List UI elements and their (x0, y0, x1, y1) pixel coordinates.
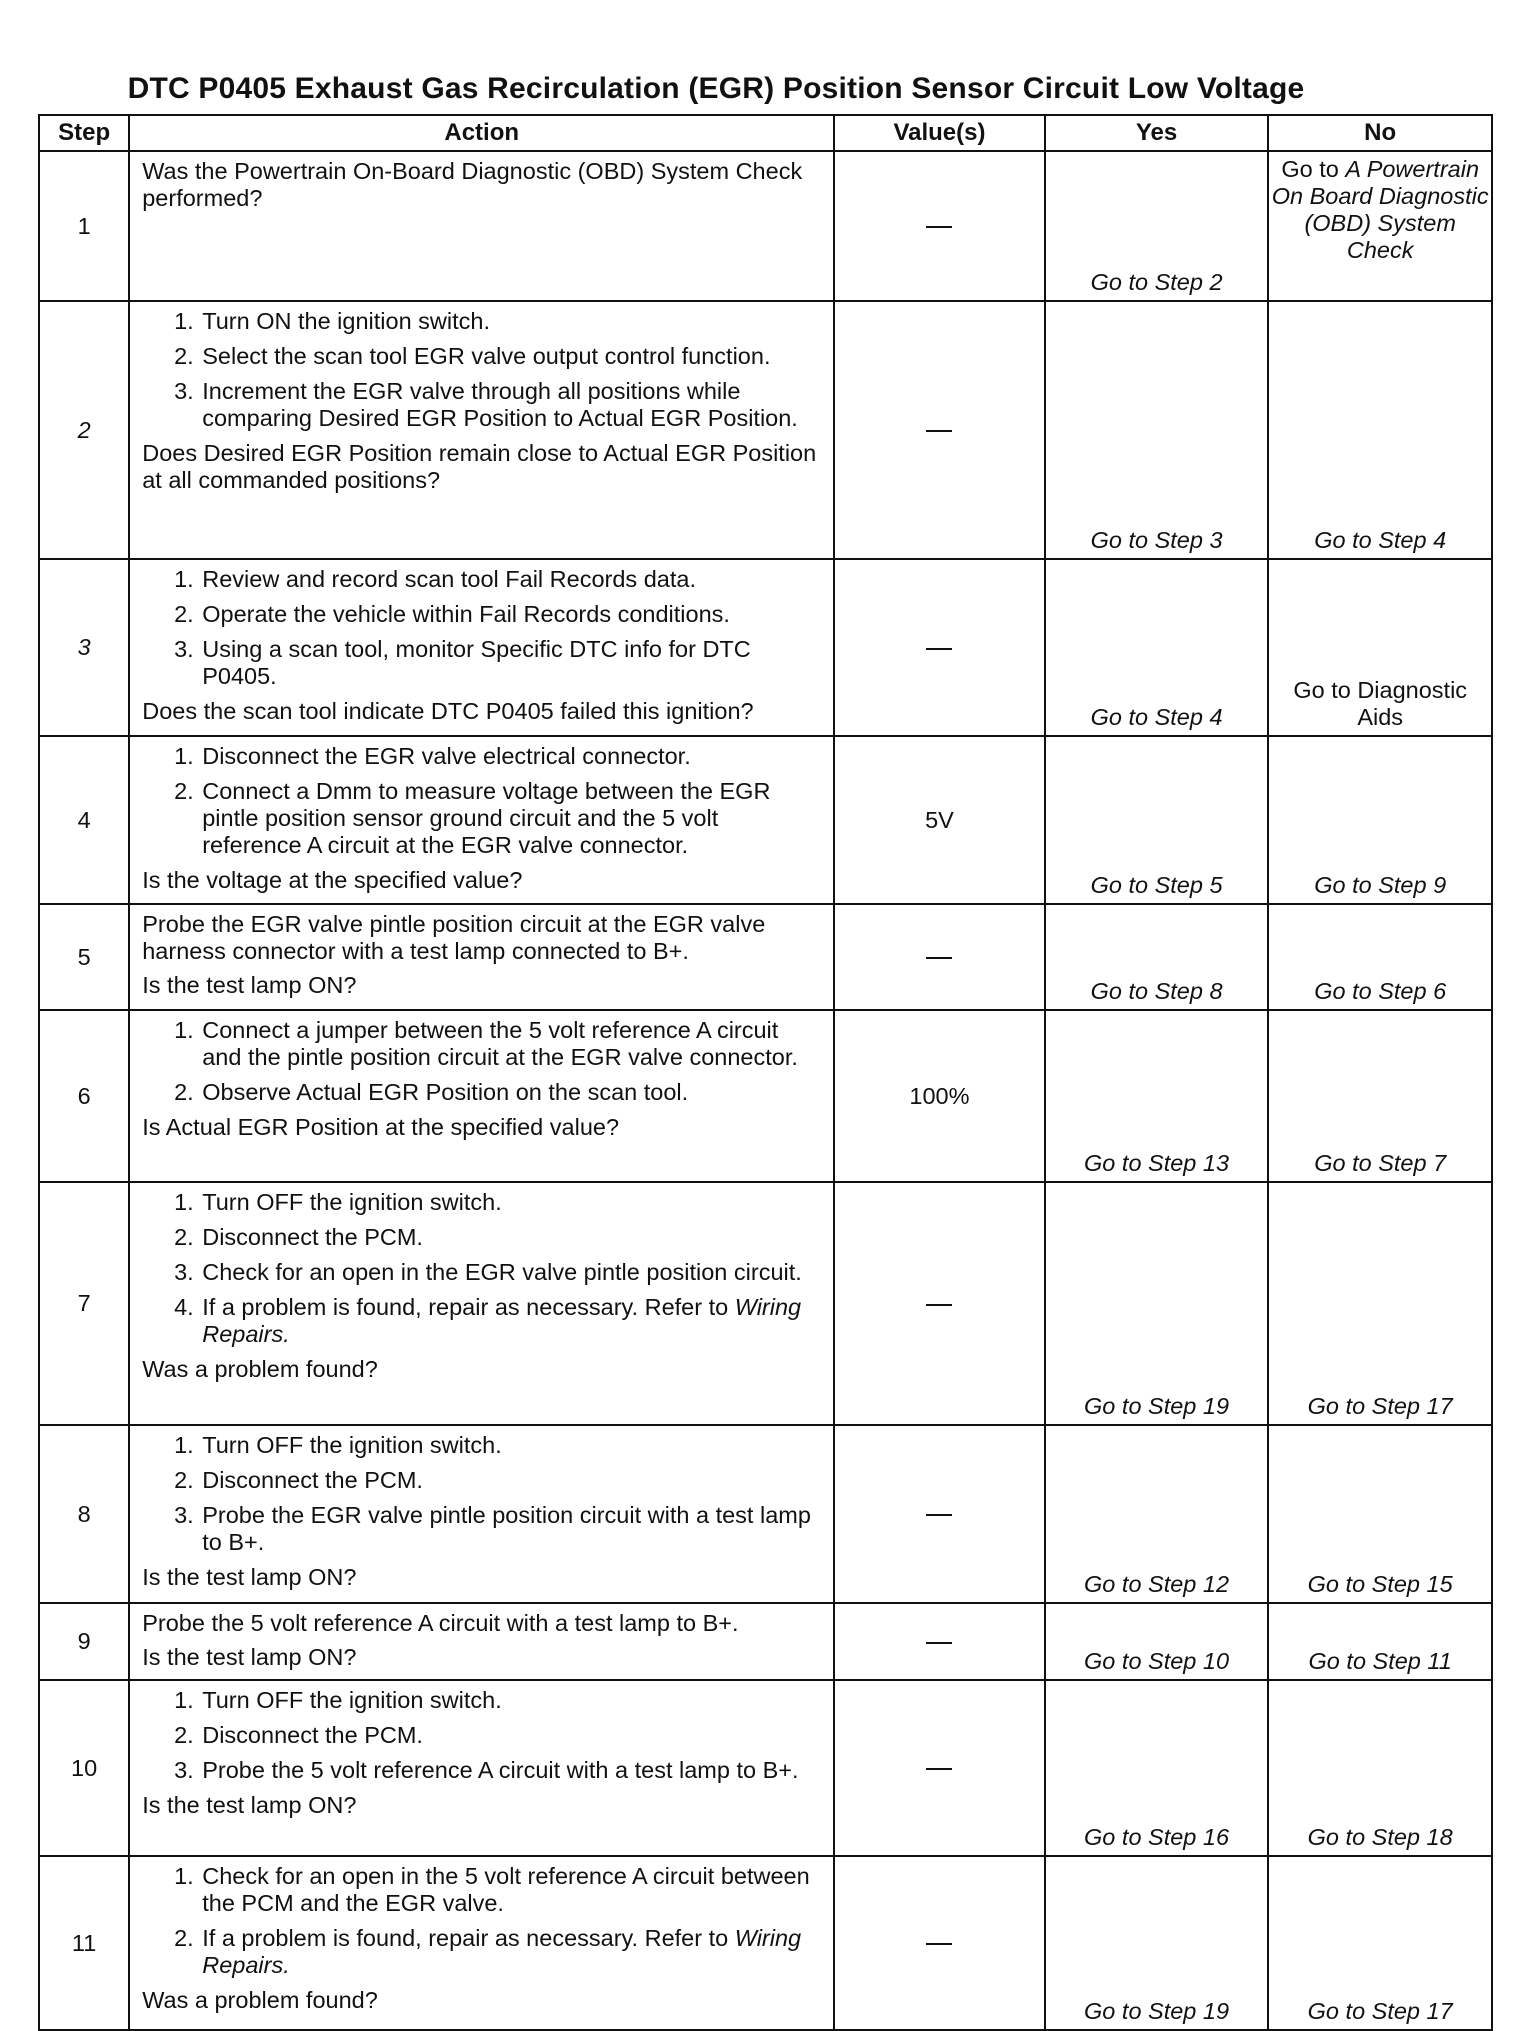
action-step: 1. Turn ON the ignition switch. (200, 308, 823, 335)
yes-cell: Go to Step 12 (1045, 1425, 1269, 1603)
value-cell (834, 1425, 1045, 1603)
no-cell: Go to Step 17 (1268, 1856, 1492, 2030)
table-row (39, 1010, 1492, 1182)
action-step: 2. Disconnect the PCM. (200, 1467, 823, 1494)
table-row (39, 301, 1492, 559)
value-cell (834, 1680, 1045, 1856)
action-question: Was a problem found? (142, 1356, 378, 1382)
reference-link: Wiring Repairs. (202, 1925, 802, 1978)
value-dash (926, 957, 952, 959)
header-value: Value(s) (834, 115, 1045, 151)
step-number: 11 (39, 1856, 129, 2030)
action-question: Is Actual EGR Position at the specified value? (142, 1114, 620, 1140)
yes-cell: Go to Step 8 (1045, 904, 1269, 1010)
step-number: 3 (39, 559, 129, 736)
action-cell (129, 1680, 834, 1856)
step-number: 2 (39, 301, 129, 559)
yes-cell: Go to Step 19 (1045, 1182, 1269, 1425)
table-row (39, 559, 1492, 736)
table-row (39, 1182, 1492, 1425)
value-cell (834, 1182, 1045, 1425)
value-dash (926, 1768, 952, 1770)
value-cell: 5V (834, 736, 1045, 904)
value-cell: 100% (834, 1010, 1045, 1182)
action-question: Is the voltage at the specified value? (142, 867, 523, 893)
action-intro: Probe the EGR valve pintle position circuit at the EGR valve harness connector with a test lamp connected to B+. (142, 911, 766, 964)
action-step: 2. Observe Actual EGR Position on the scan tool. (200, 1079, 823, 1106)
table-row (39, 1856, 1492, 2030)
action-step: 1. Disconnect the EGR valve electrical connector. (200, 743, 823, 770)
action-step: 2. If a problem is found, repair as necessary. Refer to Wiring Repairs. (200, 1925, 823, 1979)
no-cell: Go to Step 11 (1268, 1603, 1492, 1680)
yes-cell: Go to Step 4 (1045, 559, 1269, 736)
action-cell (129, 904, 834, 1010)
action-intro: Was the Powertrain On-Board Diagnostic (OBD) System Check performed? (142, 158, 803, 211)
action-question: Was a problem found? (142, 1987, 378, 2013)
action-step: 1. Check for an open in the 5 volt reference A circuit between the PCM and the EGR valve. (200, 1863, 823, 1917)
action-step: 3. Increment the EGR valve through all positions while comparing Desired EGR Position to Actual EGR Position. (200, 378, 823, 432)
action-cell (129, 1425, 834, 1603)
no-cell: Go to Diagnostic Aids (1268, 559, 1492, 736)
action-step: 3. Check for an open in the EGR valve pintle position circuit. (200, 1259, 823, 1286)
value-dash (926, 1304, 952, 1306)
yes-cell: Go to Step 2 (1045, 151, 1269, 301)
action-cell (129, 1603, 834, 1680)
value-dash (926, 648, 952, 650)
value-cell (834, 904, 1045, 1010)
action-cell (129, 1010, 834, 1182)
table-row (39, 736, 1492, 904)
action-step: 4. If a problem is found, repair as necessary. Refer to Wiring Repairs. (200, 1294, 823, 1348)
action-step: 2. Disconnect the PCM. (200, 1224, 823, 1251)
action-step: 3. Using a scan tool, monitor Specific DTC info for DTC P0405. (200, 636, 823, 690)
action-step: 3. Probe the EGR valve pintle position circuit with a test lamp to B+. (200, 1502, 823, 1556)
action-step: 2. Select the scan tool EGR valve output control function. (200, 343, 823, 370)
header-row (39, 115, 1492, 151)
value-cell (834, 1603, 1045, 1680)
yes-cell: Go to Step 19 (1045, 1856, 1269, 2030)
no-cell: Go to Step 6 (1268, 904, 1492, 1010)
table-row (39, 1425, 1492, 1603)
action-cell (129, 559, 834, 736)
table-row (39, 1680, 1492, 1856)
yes-cell: Go to Step 16 (1045, 1680, 1269, 1856)
step-number: 4 (39, 736, 129, 904)
action-step: 2. Disconnect the PCM. (200, 1722, 823, 1749)
value-dash (926, 1943, 952, 1945)
action-question: Is the test lamp ON? (142, 972, 357, 998)
no-cell: Go to Step 4 (1268, 301, 1492, 559)
step-number: 10 (39, 1680, 129, 1856)
header-step: Step (39, 115, 129, 151)
yes-cell: Go to Step 5 (1045, 736, 1269, 904)
action-cell (129, 1856, 834, 2030)
value-cell (834, 559, 1045, 736)
step-number: 6 (39, 1010, 129, 1182)
no-cell: Go to Step 18 (1268, 1680, 1492, 1856)
no-cell: Go to Step 7 (1268, 1010, 1492, 1182)
page-title: DTC P0405 Exhaust Gas Recirculation (EGR) Position Sensor Circuit Low Voltage (127, 72, 1305, 105)
action-cell (129, 151, 834, 301)
action-question: Does Desired EGR Position remain close to Actual EGR Position at all commanded positions? (142, 440, 817, 493)
yes-cell: Go to Step 13 (1045, 1010, 1269, 1182)
header-action: Action (129, 115, 834, 151)
action-step: 1. Turn OFF the ignition switch. (200, 1687, 823, 1714)
value-cell (834, 151, 1045, 301)
yes-cell: Go to Step 10 (1045, 1603, 1269, 1680)
value-dash (926, 1514, 952, 1516)
no-cell: Go to A Powertrain On Board Diagnostic (OBD) System Check (1268, 151, 1492, 301)
action-step: 2. Connect a Dmm to measure voltage between the EGR pintle position sensor ground circuit and the 5 volt reference A circuit at the EGR valve connector. (200, 778, 823, 859)
action-cell (129, 736, 834, 904)
no-cell: Go to Step 17 (1268, 1182, 1492, 1425)
action-cell (129, 1182, 834, 1425)
table-row (39, 1603, 1492, 1680)
value-cell (834, 1856, 1045, 2030)
action-question: Is the test lamp ON? (142, 1792, 357, 1818)
no-cell: Go to Step 9 (1268, 736, 1492, 904)
value-dash (926, 430, 952, 432)
table-row (39, 151, 1492, 301)
step-number: 9 (39, 1603, 129, 1680)
action-step: 1. Connect a jumper between the 5 volt reference A circuit and the pintle position circuit at the EGR valve connector. (200, 1017, 823, 1071)
action-question: Is the test lamp ON? (142, 1644, 357, 1670)
header-yes: Yes (1045, 115, 1269, 151)
action-question: Does the scan tool indicate DTC P0405 failed this ignition? (142, 698, 754, 724)
step-number: 1 (39, 151, 129, 301)
step-number: 7 (39, 1182, 129, 1425)
action-question: Is the test lamp ON? (142, 1564, 357, 1590)
action-intro: Probe the 5 volt reference A circuit with a test lamp to B+. (142, 1610, 739, 1636)
no-cell: Go to Step 15 (1268, 1425, 1492, 1603)
action-step: 3. Probe the 5 volt reference A circuit with a test lamp to B+. (200, 1757, 823, 1784)
action-step: 1. Review and record scan tool Fail Records data. (200, 566, 823, 593)
step-number: 5 (39, 904, 129, 1010)
header-no: No (1268, 115, 1492, 151)
reference-link: Wiring Repairs. (202, 1294, 802, 1347)
action-step: 1. Turn OFF the ignition switch. (200, 1189, 823, 1216)
value-dash (926, 226, 952, 228)
action-step: 2. Operate the vehicle within Fail Records conditions. (200, 601, 823, 628)
no-link: A Powertrain On Board Diagnostic (OBD) System Check (1271, 156, 1489, 263)
action-step: 1. Turn OFF the ignition switch. (200, 1432, 823, 1459)
table-row (39, 904, 1492, 1010)
yes-cell: Go to Step 3 (1045, 301, 1269, 559)
value-cell (834, 301, 1045, 559)
action-cell (129, 301, 834, 559)
step-number: 8 (39, 1425, 129, 1603)
diagnostic-table (38, 114, 1493, 2031)
value-dash (926, 1642, 952, 1644)
